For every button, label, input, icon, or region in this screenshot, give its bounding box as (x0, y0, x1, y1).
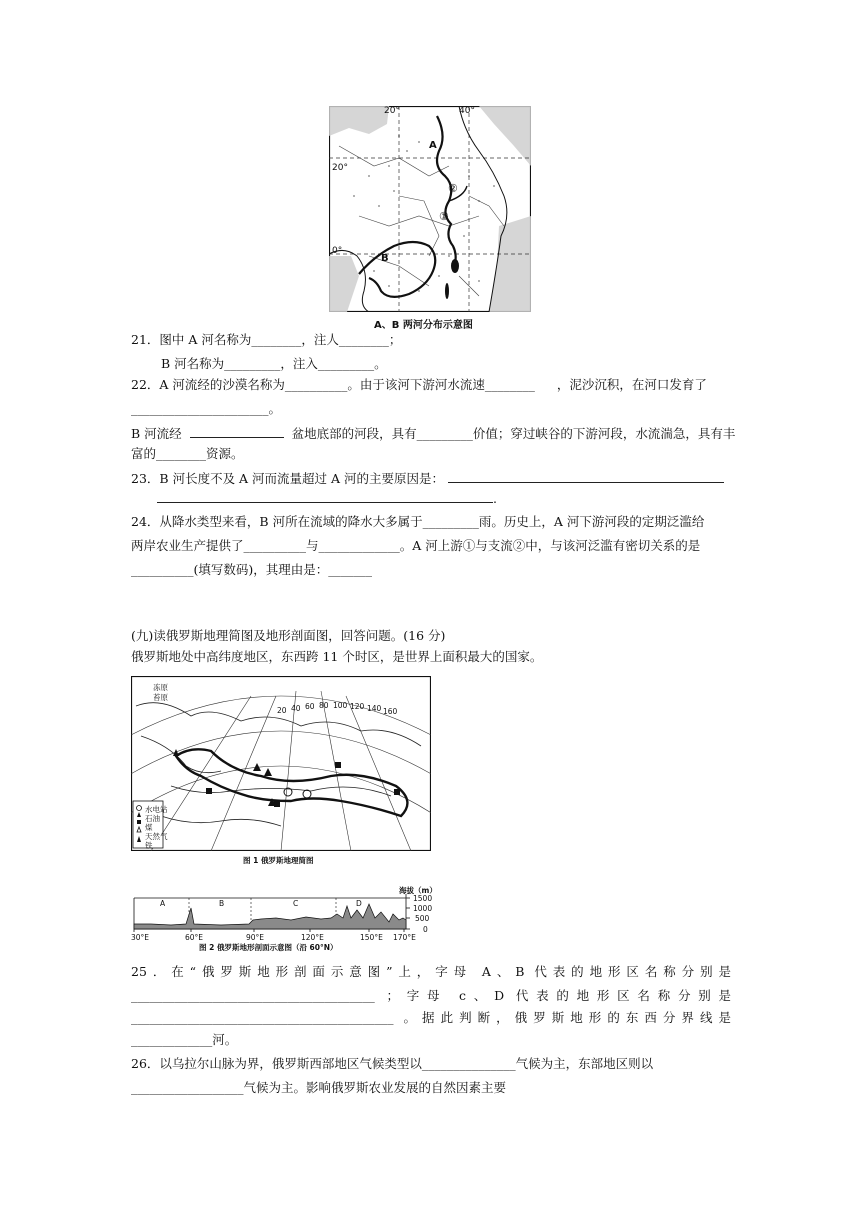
q26-line1: 26．以乌拉尔山脉为界，俄罗斯西部地区气候类型以_______________气候为主，东部地区则以 (131, 1056, 654, 1071)
map1-caption: A、B 两河分布示意图 (374, 320, 473, 331)
legend-hydropower: 水电站 (145, 805, 168, 814)
q23-line1 (131, 469, 724, 488)
africa-rivers-map-svg (329, 106, 531, 312)
map1-lat-20n: 20° (332, 163, 348, 173)
map2-lon-80: 80 (319, 701, 329, 710)
profile-xtick-120e: 120°E (301, 933, 324, 942)
map2-lon-60: 60 (305, 702, 315, 711)
q22-line2: ______________________。 (131, 401, 282, 416)
map1-label-2: ② (448, 182, 458, 195)
profile-region-b: B (219, 899, 225, 908)
map1-lon-40e: 40° (459, 106, 475, 116)
map1-lat-0: 0° (332, 246, 343, 256)
q23-line1-text: 23．B 河长度不及 A 河而流量超过 A 河的主要原因是： (131, 471, 445, 486)
map2-caption: 图 1 俄罗斯地理简图 (243, 856, 314, 865)
map2-lon-20: 20 (277, 706, 287, 715)
q23-line2 (157, 489, 497, 508)
q25-line2 (131, 987, 731, 1005)
section9-title: (九)读俄罗斯地理简图及地形剖面图，回答问题。(16 分) (131, 628, 446, 643)
q22-line1-part-a: 22．A 河流经的沙漠名称为__________。由于该河下游河水流速________ (131, 377, 535, 392)
profile-xtick-30e: 30°E (131, 933, 150, 942)
section9-intro: 俄罗斯地处中高纬度地区，东西跨 11 个时区，是世界上面积最大的国家。 (131, 649, 543, 664)
q25-line4: _____________河。 (131, 1032, 238, 1047)
legend-gas: 天然气 (145, 832, 168, 841)
q21-line1: 21．图中 A 河名称为________，注人________； (131, 332, 402, 347)
russia-map-svg (131, 676, 431, 851)
legend-coal: 煤 (145, 823, 153, 832)
legend-iron: 铁 (145, 841, 153, 850)
profile-region-a: A (160, 899, 166, 908)
map1-label-b: B (381, 253, 389, 264)
profile-ylabel: 海拔（m） (399, 886, 437, 895)
q25-line3-part-a: __________________________________________ (131, 1010, 394, 1025)
map2-lon-160: 160 (383, 707, 398, 716)
map1-lon-20e: 20° (384, 106, 400, 116)
q22-line1 (131, 376, 707, 394)
map1-label-1: ① (439, 210, 449, 223)
q22-line1-part-b: ，泥沙沉积，在河口发育了 (556, 377, 707, 392)
profile-region-d: D (356, 899, 362, 908)
q22-line3 (131, 424, 735, 443)
q22-line3-part-b: 盆地底部的河段，具有_________价值；穿过峡谷的下游河段，水流湍急，具有丰 (291, 426, 736, 441)
q25-line2-part-b: ；字母 c、D 代表的地形区名称分别是 (386, 988, 731, 1003)
profile-region-c: C (293, 899, 299, 908)
map2-top-label-1: 冻原 (153, 683, 168, 692)
profile-ytick-0: 0 (423, 925, 428, 934)
profile-xtick-60e: 60°E (185, 933, 204, 942)
map2-lon-100: 100 (333, 701, 348, 710)
q25-line1: 25．在“俄罗斯地形剖面示意图”上，字母 A、B 代表的地形区名称分别是 (131, 964, 731, 979)
profile-xtick-170e: 170°E (393, 933, 416, 942)
q24-line3: __________(填写数码)，其理由是：_______ (131, 562, 373, 577)
profile-ytick-500: 500 (415, 914, 430, 923)
q22-blank-basin[interactable] (190, 424, 284, 438)
q23-blank-2[interactable] (157, 489, 493, 503)
russia-map (131, 676, 431, 851)
q25-line3-part-b: 。据此判断，俄罗斯地形的东西分界线是 (403, 1010, 731, 1025)
profile-caption: 图 2 俄罗斯地形剖面示意图（沿 60°N） (199, 943, 338, 952)
map2-lon-140: 140 (367, 704, 382, 713)
q21-line2: B 河名称为_________，注入_________。 (161, 356, 387, 371)
profile-xtick-90e: 90°E (246, 933, 265, 942)
africa-rivers-map (329, 106, 531, 312)
profile-ytick-1500: 1500 (413, 894, 433, 903)
q25-line3 (131, 1009, 731, 1027)
q23-blank-1[interactable] (448, 469, 724, 483)
map1-label-a: A (429, 140, 437, 151)
q25-line2-part-a: _______________________________________ (131, 988, 375, 1003)
legend-oil: 石油 (145, 814, 160, 823)
map2-top-label-2: 苔原 (153, 693, 168, 702)
map2-lon-120: 120 (350, 702, 365, 711)
map2-lon-40: 40 (291, 704, 301, 713)
q26-line2: __________________气候为主。影响俄罗斯农业发展的自然因素主要 (131, 1080, 507, 1095)
profile-xtick-150e: 150°E (360, 933, 383, 942)
q22-line3-part-a: B 河流经 (131, 426, 182, 441)
q22-line4: 富的________资源。 (131, 446, 244, 461)
q24-line1: 24．从降水类型来看，B 河所在流域的降水大多属于_________雨。历史上，A 河下游河段的定期泛滥给 (131, 514, 705, 529)
profile-ytick-1000: 1000 (413, 904, 433, 913)
q24-line2: 两岸农业生产提供了__________与_____________。A 河上游①与支流②中，与该河泛滥有密切关系的是 (131, 538, 701, 553)
q23-line2-end: . (493, 491, 497, 506)
